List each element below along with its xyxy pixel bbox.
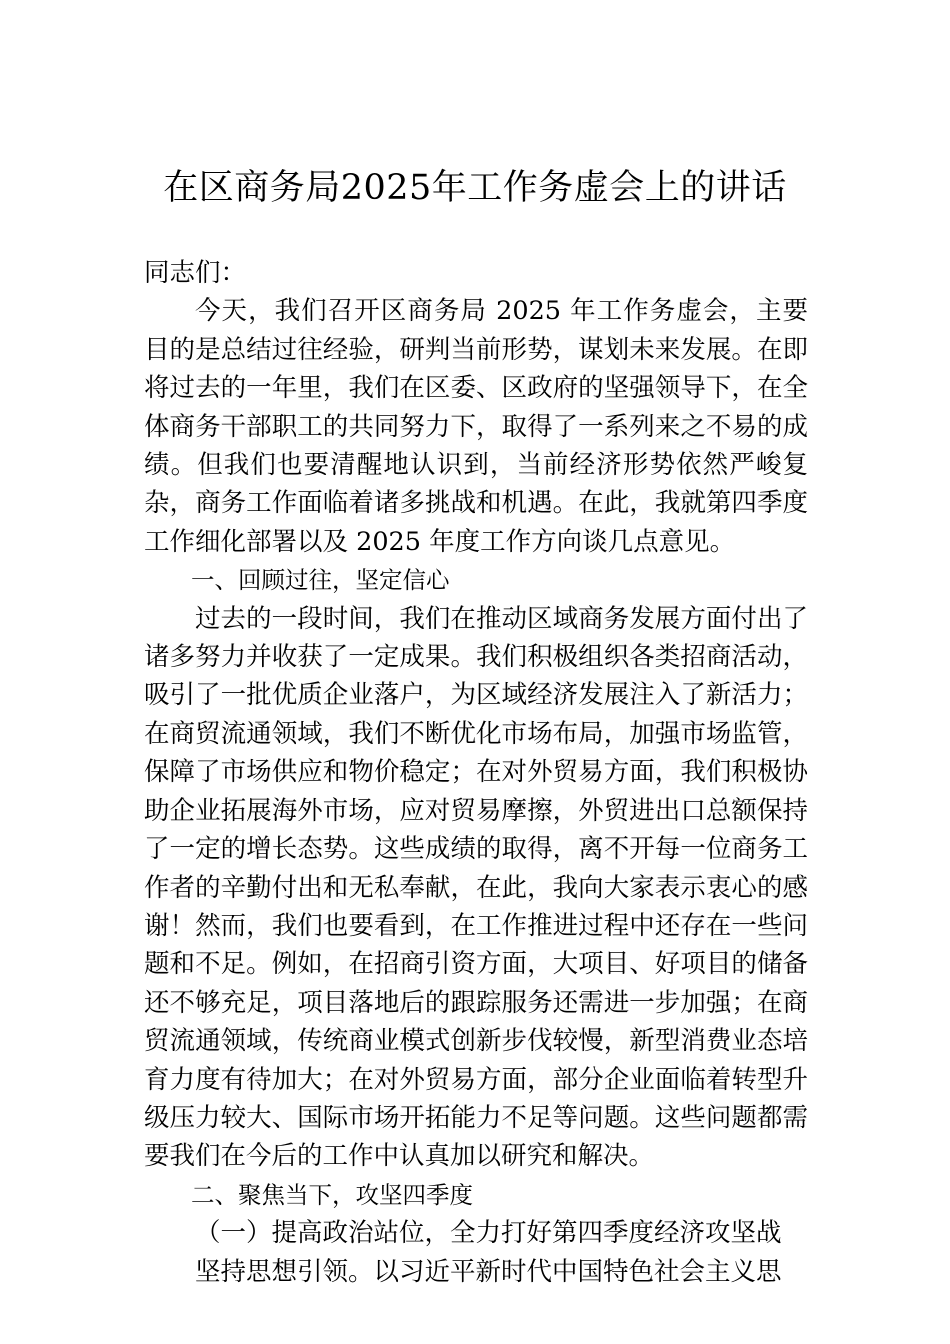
section-heading-1: 一、回顾过往，坚定信心 xyxy=(191,566,450,595)
paragraph-intro: 今天，我们召开区商务局 2025 年工作务虚会，主要目的是总结过往经验，研判当前形势，谋划未来发展。在即将过去的一年里，我们在区委、区政府的坚强领导下，在全体商务干部职工的共同努力下，取得了一系列来之不易的成绩。但我们也要清醒地认识到，当前经济形势依然严峻复杂，商务工作面临着诸多挑战和机遇。在此，我就第四季度工作细化部署以及 2025 年度工作方向谈几点意见。 xyxy=(144,296,808,557)
paragraph-guidance: 坚持思想引领。以习近平新时代中国特色社会主义思 xyxy=(195,1256,782,1287)
salutation: 同志们： xyxy=(144,258,247,288)
document-title: 在区商务局2025年工作务虚会上的讲话 xyxy=(163,168,787,208)
document-body xyxy=(144,254,808,1291)
section-heading-2: 二、聚焦当下，攻坚四季度 xyxy=(191,1180,473,1209)
paragraph-review: 过去的一段时间，我们在推动区域商务发展方面付出了诸多努力并收获了一定成果。我们积极组织各类招商活动，吸引了一批优质企业落户，为区域经济发展注入了新活力；在商贸流通领域，我们不断优化市场布局，加强市场监管，保障了市场供应和物价稳定；在对外贸易方面，我们积极协助企业拓展海外市场，应对贸易摩擦，外贸进出口总额保持了一定的增长态势。这些成绩的取得，离不开每一位商务工作者的辛勤付出和无私奉献，在此，我向大家表示衷心的感谢！然而，我们也要看到，在工作推进过程中还存在一些问题和不足。例如，在招商引资方面，大项目、好项目的储备还不够充足，项目落地后的跟踪服务还需进一步加强；在商贸流通领域，传统商业模式创新步伐较慢，新型消费业态培育力度有待加大；在对外贸易方面，部分企业面临着转型升级压力较大、国际市场开拓能力不足等问题。这些问题都需要我们在今后的工作中认真加以研究和解决。 xyxy=(144,603,808,1172)
subsection-heading-1: （一）提高政治站位，全力打好第四季度经济攻坚战 xyxy=(195,1218,782,1249)
